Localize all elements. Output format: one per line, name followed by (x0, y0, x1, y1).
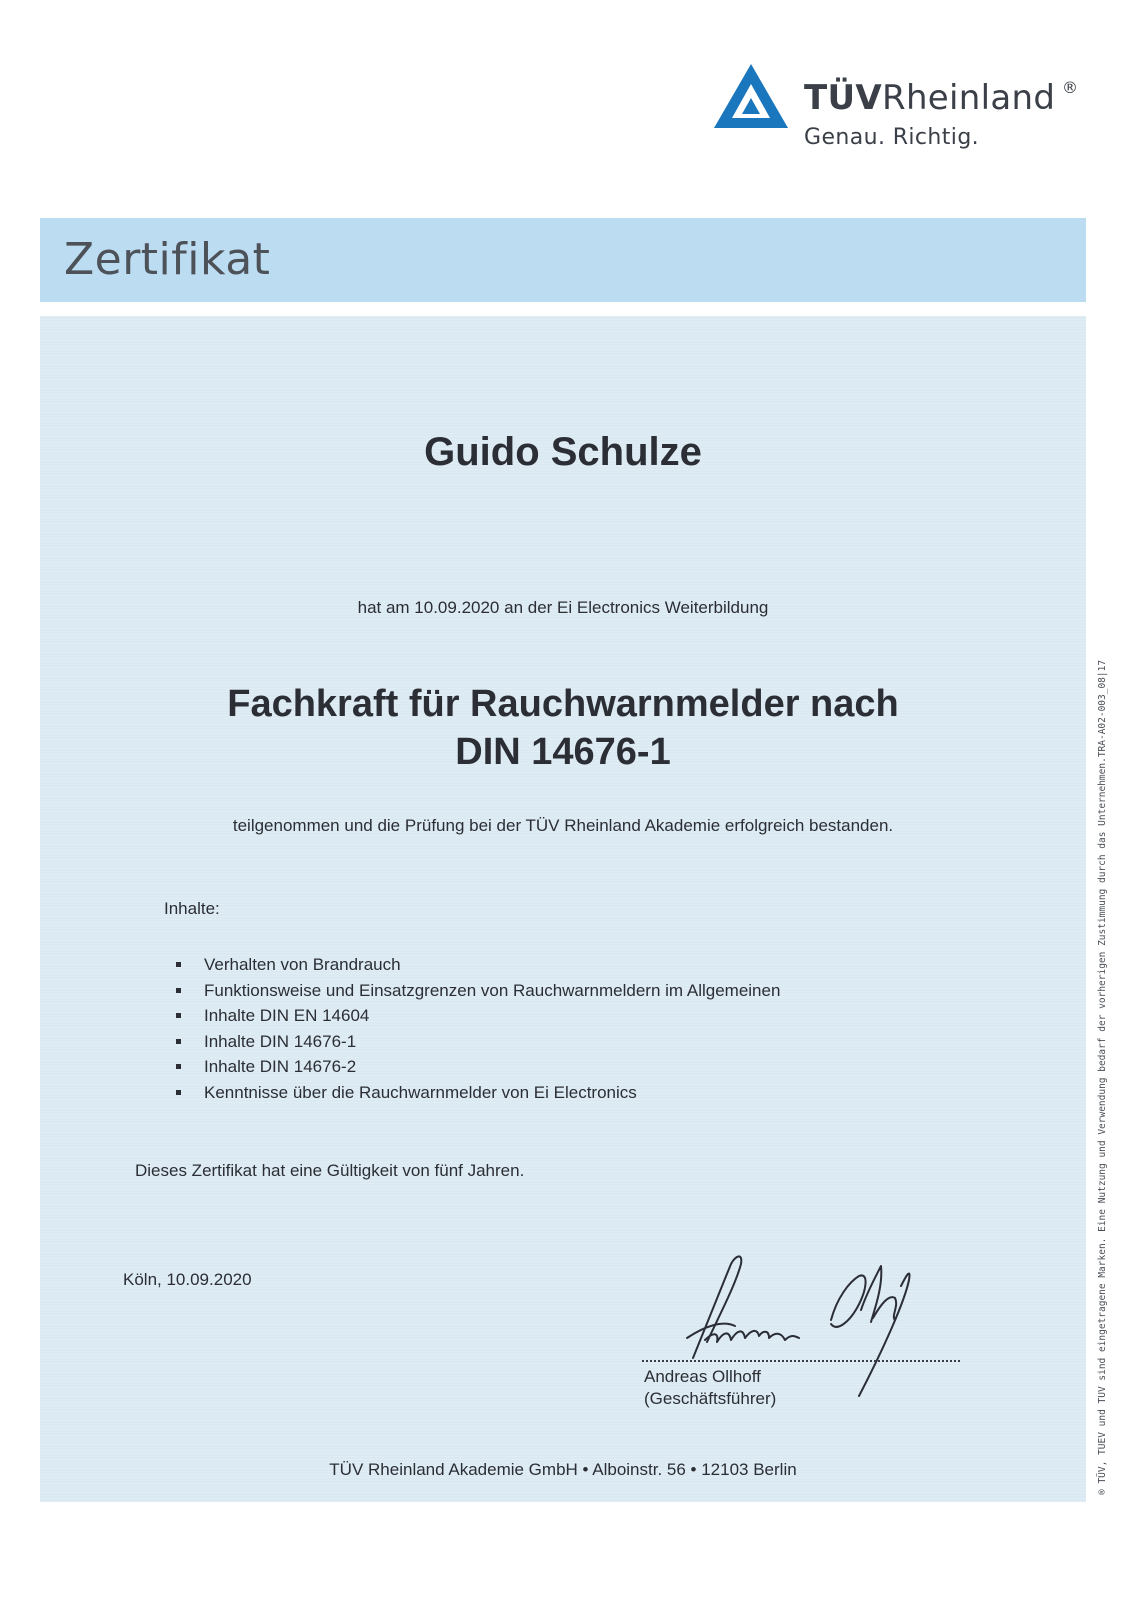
contents-label: Inhalte: (164, 899, 220, 918)
list-item-text: Inhalte DIN 14676-1 (204, 1031, 357, 1051)
logo-brand-bold: TÜV (804, 78, 883, 118)
side-notes-rotated (1097, 659, 1109, 1495)
bullet-icon (176, 962, 181, 967)
footer-address: TÜV Rheinland Akademie GmbH • Alboinstr. 56 • 12103 Berlin (329, 1460, 797, 1479)
signer-name: Andreas Ollhoff (644, 1367, 761, 1386)
signer-role: (Geschäftsführer) (644, 1389, 777, 1408)
list-item-text: Verhalten von Brandrauch (204, 955, 401, 974)
course-title-line-1: Fachkraft für Rauchwarnmelder nach (227, 683, 899, 725)
bullet-icon (176, 988, 181, 993)
side-notes (1087, 659, 1108, 1495)
course-title (40, 680, 1086, 776)
list-item (164, 978, 780, 1004)
logo-brand-regular: Rheinland (882, 78, 1056, 118)
outcome-text: teilgenommen und die Prüfung bei der TÜV Rheinland Akademie erfolgreich bestanden. (232, 816, 894, 835)
validity-statement: Dieses Zertifikat hat eine Gültigkeit von fünf Jahren. (135, 1161, 525, 1180)
list-item-text: Inhalte DIN EN 14604 (204, 1006, 370, 1026)
list-item (164, 1080, 780, 1106)
intro-text: hat am 10.09.2020 an der Ei Electronics Weiterbildung (357, 598, 769, 617)
recipient-name: Guido Schulze (424, 430, 702, 474)
place-and-date: Köln, 10.09.2020 (123, 1270, 252, 1289)
title-band (40, 218, 1086, 302)
contents-list (164, 952, 780, 1106)
list-item-text: Inhalte DIN 14676-2 (204, 1057, 357, 1077)
registered-mark: ® (1062, 78, 1078, 97)
document-title: Zertifikat (64, 234, 271, 285)
list-item-text: Funktionsweise und Einsatzgrenzen von Rauchwarnmeldern im Allgemeinen (204, 980, 781, 1000)
logo-brand-name (804, 78, 1055, 118)
list-item-text: Kenntnisse über die Rauchwarnmelder von Ei Electronics (204, 1082, 637, 1102)
bullet-icon (176, 1064, 181, 1069)
tuv-rheinland-logo (712, 62, 1092, 162)
list-item (164, 1029, 780, 1055)
certificate-body (40, 316, 1086, 1502)
bullet-icon (176, 1039, 181, 1044)
tuv-triangle-logo-icon (712, 62, 790, 130)
list-item (164, 1003, 780, 1029)
signature-line (642, 1360, 960, 1362)
course-title-line-2: DIN 14676-1 (455, 731, 671, 773)
list-item (164, 952, 780, 978)
list-item (164, 1054, 780, 1080)
logo-tagline: Genau. Richtig. (804, 125, 980, 150)
bullet-icon (176, 1013, 181, 1018)
bullet-icon (176, 1090, 181, 1095)
legal-notice: ® TÜV, TUEV und TUV sind eingetragene Marken. Eine Nutzung und Verwendung bedarf der vorherigen Zustimmung durch das Unternehmen. (1097, 757, 1108, 1495)
form-code: TRA-A02-003_08|17 (1097, 659, 1108, 758)
